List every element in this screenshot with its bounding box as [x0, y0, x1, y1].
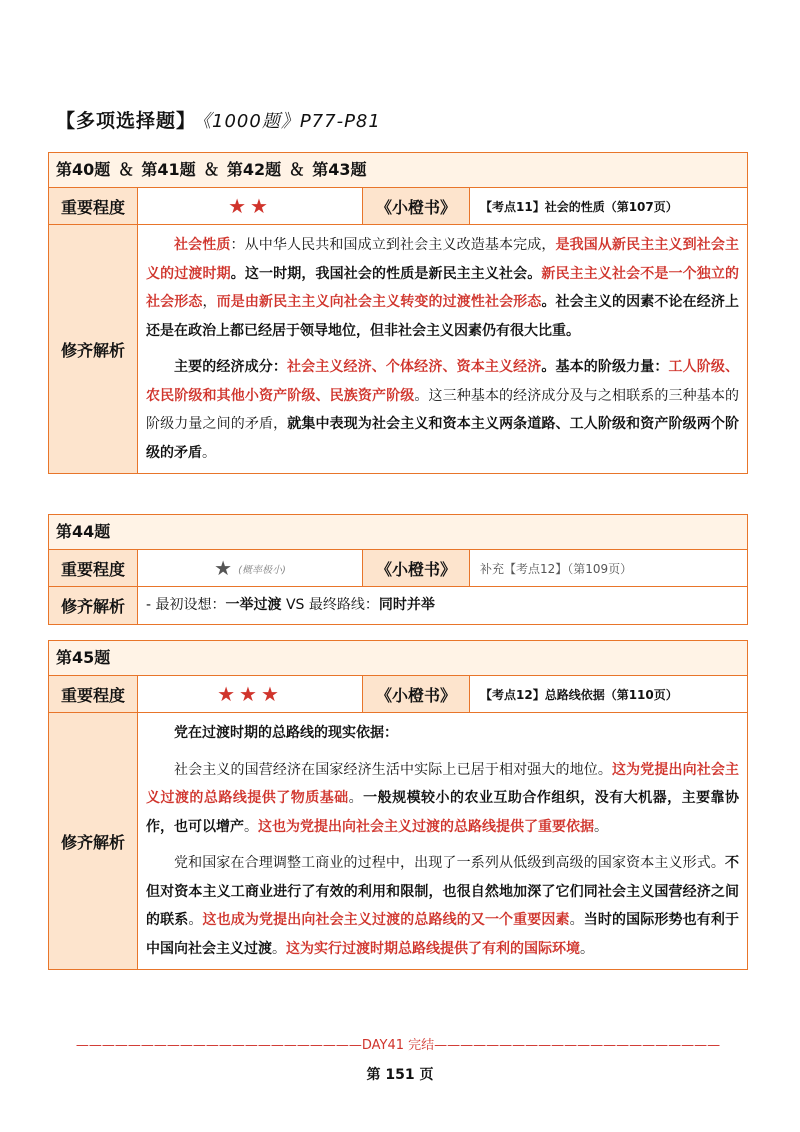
- analysis-paragraph: 主要的经济成分：社会主义经济、个体经济、资本主义经济。基本的阶级力量：工人阶级、农民阶级和其他小资产阶级、民族资产阶级。这三种基本的经济成分及与之相联系的三种基本的阶级力量之间的矛盾，就集中表现为社会主义和资本主义两条道路、工人阶级和资产阶级两个阶级的矛盾。: [146, 359, 740, 461]
- book-label: 《小橙书》: [363, 676, 470, 712]
- star-icon: ★: [214, 556, 233, 580]
- book-label: 《小橙书》: [363, 550, 470, 586]
- analysis-paragraph: 社会主义的国营经济在国家经济生活中实际上已居于相对强大的地位。这为党提出向社会主义过渡的总路线提供了物质基础。一般规模较小的农业互助合作组织，没有大机器，主要靠协作，也可以增产。这也为党提出向社会主义过渡的总路线提供了重要依据。: [146, 761, 740, 835]
- importance-label: 重要程度: [49, 676, 138, 712]
- exam-point: 【考点12】总路线依据（第110页）: [480, 687, 678, 702]
- day-end-divider: ——————————————————————DAY41 完结——————————————————————: [75, 1038, 721, 1053]
- block-title: 第44题: [49, 515, 747, 550]
- analysis-paragraph: 党和国家在合理调整工商业的过程中，出现了一系列从低级到高级的国家资本主义形式。不但对资本主义工商业进行了有效的利用和限制，也很自然地加深了它们同社会主义国营经济之间的联系。这也成为党提出向社会主义过渡的总路线的又一个重要因素。当时的国际形势也有利于中国向社会主义过渡。这为实行过渡时期总路线提供了有利的国际环境。: [146, 855, 740, 957]
- day-end-label: DAY41 完结: [361, 1038, 435, 1053]
- question-block-40-43: [48, 152, 748, 474]
- importance-label: 重要程度: [49, 550, 138, 586]
- importance-row: [49, 676, 747, 713]
- exam-point: 补充【考点12】（第109页）: [480, 561, 633, 576]
- probability-note: (概率极小): [238, 564, 286, 576]
- importance-row: [49, 188, 747, 225]
- block-title: 第40题 ＆ 第41题 ＆ 第42题 ＆ 第43题: [49, 153, 747, 188]
- importance-row: [49, 550, 747, 587]
- analysis-label: 修齐解析: [49, 587, 138, 624]
- book-label: 《小橙书》: [363, 188, 470, 224]
- block-title: 第45题: [49, 641, 747, 676]
- analysis-row: [49, 587, 747, 624]
- importance-stars: [138, 550, 363, 586]
- analysis-content: [138, 713, 747, 969]
- importance-label: 重要程度: [49, 188, 138, 224]
- importance-stars: ★★: [138, 188, 363, 224]
- analysis-content: [138, 225, 747, 473]
- analysis-row: [49, 225, 747, 473]
- importance-stars: ★★★: [138, 676, 363, 712]
- analysis-row: [49, 713, 747, 969]
- page-heading: [56, 106, 381, 133]
- analysis-paragraph: 党在过渡时期的总路线的现实依据：: [174, 725, 398, 741]
- analysis-paragraph: 社会性质：从中华人民共和国成立到社会主义改造基本完成，是我国从新民主主义到社会主义的过渡时期。这一时期，我国社会的性质是新民主主义社会。新民主主义社会不是一个独立的社会形态，而是由新民主主义向社会主义转变的过渡性社会形态。社会主义的因素不论在经济上还是在政治上都已经居于领导地位，但非社会主义因素仍有很大比重。: [146, 237, 740, 339]
- page-number: 第 151 页: [366, 1067, 434, 1083]
- analysis-label: 修齐解析: [49, 713, 138, 969]
- question-block-45: [48, 640, 748, 970]
- question-block-44: [48, 514, 748, 625]
- analysis-content: - 最初设想：一举过渡 VS 最终路线：同时并举: [146, 597, 435, 613]
- exam-point: 【考点11】社会的性质（第107页）: [480, 199, 678, 214]
- heading-title: 【多项选择题】: [56, 110, 197, 132]
- analysis-label: 修齐解析: [49, 225, 138, 473]
- heading-ref: 《1000题》P77-P81: [202, 111, 381, 132]
